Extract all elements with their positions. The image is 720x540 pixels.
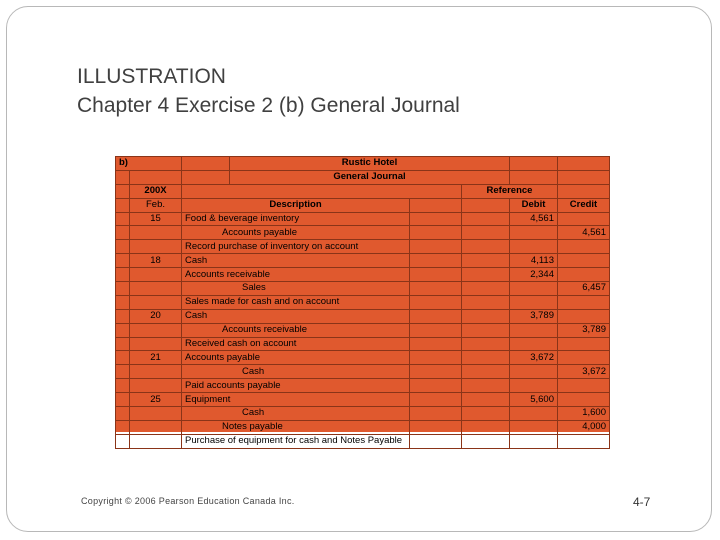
page-number: 4-7 [633,495,651,509]
description-cell: Equipment [182,393,410,407]
credit-cell: 1,600 [558,407,610,421]
description-cell: Cash [182,407,410,421]
column-header-row [116,198,610,212]
debit-cell: 2,344 [510,268,558,282]
journal-row [116,323,610,337]
reference-cell [410,434,462,448]
reference-cell [410,268,462,282]
date-cell [130,379,182,393]
journal-table [115,156,610,449]
slide-title [77,62,460,120]
reference-cell [410,295,462,309]
debit-cell [510,337,558,351]
credit-cell [558,212,610,226]
title-line-2: Chapter 4 Exercise 2 (b) General Journal [77,94,460,117]
reference-cell [410,407,462,421]
journal-row [116,268,610,282]
reference-cell [410,337,462,351]
journal-row [116,393,610,407]
journal-spreadsheet [115,156,609,447]
reference-cell [410,309,462,323]
blank-cell [116,434,130,448]
description-cell: Notes payable [182,420,410,434]
reference-cell [410,351,462,365]
blank-cell [462,254,510,268]
description-cell: Accounts payable [182,351,410,365]
blank-cell [462,351,510,365]
description-cell: Cash [182,309,410,323]
journal-row [116,337,610,351]
journal-row [116,420,610,434]
blank-cell [462,407,510,421]
blank-cell [116,407,130,421]
debit-cell: 5,600 [510,393,558,407]
debit-cell: 3,672 [510,351,558,365]
reference-cell [410,393,462,407]
month-header: Feb. [130,198,182,212]
description-cell: Cash [182,365,410,379]
date-cell [130,268,182,282]
description-cell: Accounts receivable [182,323,410,337]
blank-cell [462,309,510,323]
journal-row [116,365,610,379]
blank-cell [116,379,130,393]
debit-cell: 3,789 [510,309,558,323]
blank-cell [116,295,130,309]
debit-cell [510,323,558,337]
credit-cell [558,295,610,309]
blank-cell [116,337,130,351]
credit-cell [558,393,610,407]
blank-cell [116,212,130,226]
journal-row [116,295,610,309]
blank-cell [116,268,130,282]
date-cell [130,226,182,240]
description-cell: Food & beverage inventory [182,212,410,226]
description-cell: Purchase of equipment for cash and Notes Payable [182,434,410,448]
debit-cell [510,365,558,379]
debit-cell [510,295,558,309]
debit-cell [510,420,558,434]
journal-row [116,309,610,323]
journal-row [116,351,610,365]
blank-cell [116,420,130,434]
reference-cell [410,254,462,268]
title-line-1: ILLUSTRATION [77,65,226,88]
blank-cell [462,323,510,337]
blank-cell [116,254,130,268]
blank-cell [462,295,510,309]
credit-cell: 4,000 [558,420,610,434]
debit-cell [510,240,558,254]
description-cell: Paid accounts payable [182,379,410,393]
sheet-subtitle-row [116,170,610,184]
blank-cell [462,393,510,407]
copyright-footer: Copyright © 2006 Pearson Education Canada Inc. [81,496,295,506]
debit-cell [510,379,558,393]
blank-cell [116,282,130,296]
description-cell: Accounts payable [182,226,410,240]
debit-cell: 4,561 [510,212,558,226]
credit-cell [558,351,610,365]
journal-row [116,379,610,393]
journal-row [116,226,610,240]
description-header: Description [182,198,410,212]
blank-cell [462,365,510,379]
description-cell: Sales [182,282,410,296]
reference-cell [410,226,462,240]
credit-cell [558,434,610,448]
date-cell: 21 [130,351,182,365]
date-cell [130,434,182,448]
debit-cell: 4,113 [510,254,558,268]
date-cell: 15 [130,212,182,226]
blank-cell [462,268,510,282]
debit-cell [510,282,558,296]
date-cell: 20 [130,309,182,323]
blank-cell [462,420,510,434]
date-cell [130,240,182,254]
reference-cell [410,420,462,434]
reference-cell [410,365,462,379]
description-cell: Received cash on account [182,337,410,351]
blank-cell [116,226,130,240]
blank-cell [462,226,510,240]
credit-header: Credit [558,198,610,212]
credit-cell [558,240,610,254]
sheet-title-row [116,157,610,171]
journal-row [116,282,610,296]
date-cell [130,365,182,379]
credit-cell [558,379,610,393]
blank-cell [116,365,130,379]
reference-cell [410,240,462,254]
journal-name: General Journal [230,170,510,184]
part-label: b) [116,157,182,171]
credit-cell [558,309,610,323]
company-name: Rustic Hotel [230,157,510,171]
date-cell [130,337,182,351]
journal-row [116,434,610,448]
blank-cell [116,323,130,337]
debit-cell [510,434,558,448]
debit-cell [510,226,558,240]
date-cell [130,407,182,421]
reference-cell [410,379,462,393]
date-cell [130,295,182,309]
blank-cell [462,379,510,393]
description-cell: Sales made for cash and on account [182,295,410,309]
blank-cell [116,393,130,407]
date-cell [130,282,182,296]
description-cell: Record purchase of inventory on account [182,240,410,254]
reference-cell [410,212,462,226]
blank-cell [462,282,510,296]
blank-cell [116,309,130,323]
date-cell: 18 [130,254,182,268]
blank-cell [462,212,510,226]
date-cell [130,420,182,434]
credit-cell: 6,457 [558,282,610,296]
blank-cell [462,434,510,448]
credit-cell [558,268,610,282]
credit-cell: 4,561 [558,226,610,240]
journal-row [116,240,610,254]
credit-cell: 3,789 [558,323,610,337]
journal-row [116,407,610,421]
description-cell: Accounts receivable [182,268,410,282]
journal-row [116,254,610,268]
debit-cell [510,407,558,421]
blank-cell [116,351,130,365]
credit-cell [558,254,610,268]
reference-cell [410,282,462,296]
year-row [116,184,610,198]
year-header: 200X [130,184,182,198]
debit-header: Debit [510,198,558,212]
credit-cell [558,337,610,351]
blank-cell [116,240,130,254]
reference-header: Reference [462,184,558,198]
description-cell: Cash [182,254,410,268]
blank-cell [462,240,510,254]
journal-row [116,212,610,226]
blank-cell [462,337,510,351]
reference-cell [410,323,462,337]
credit-cell: 3,672 [558,365,610,379]
date-cell [130,323,182,337]
date-cell: 25 [130,393,182,407]
